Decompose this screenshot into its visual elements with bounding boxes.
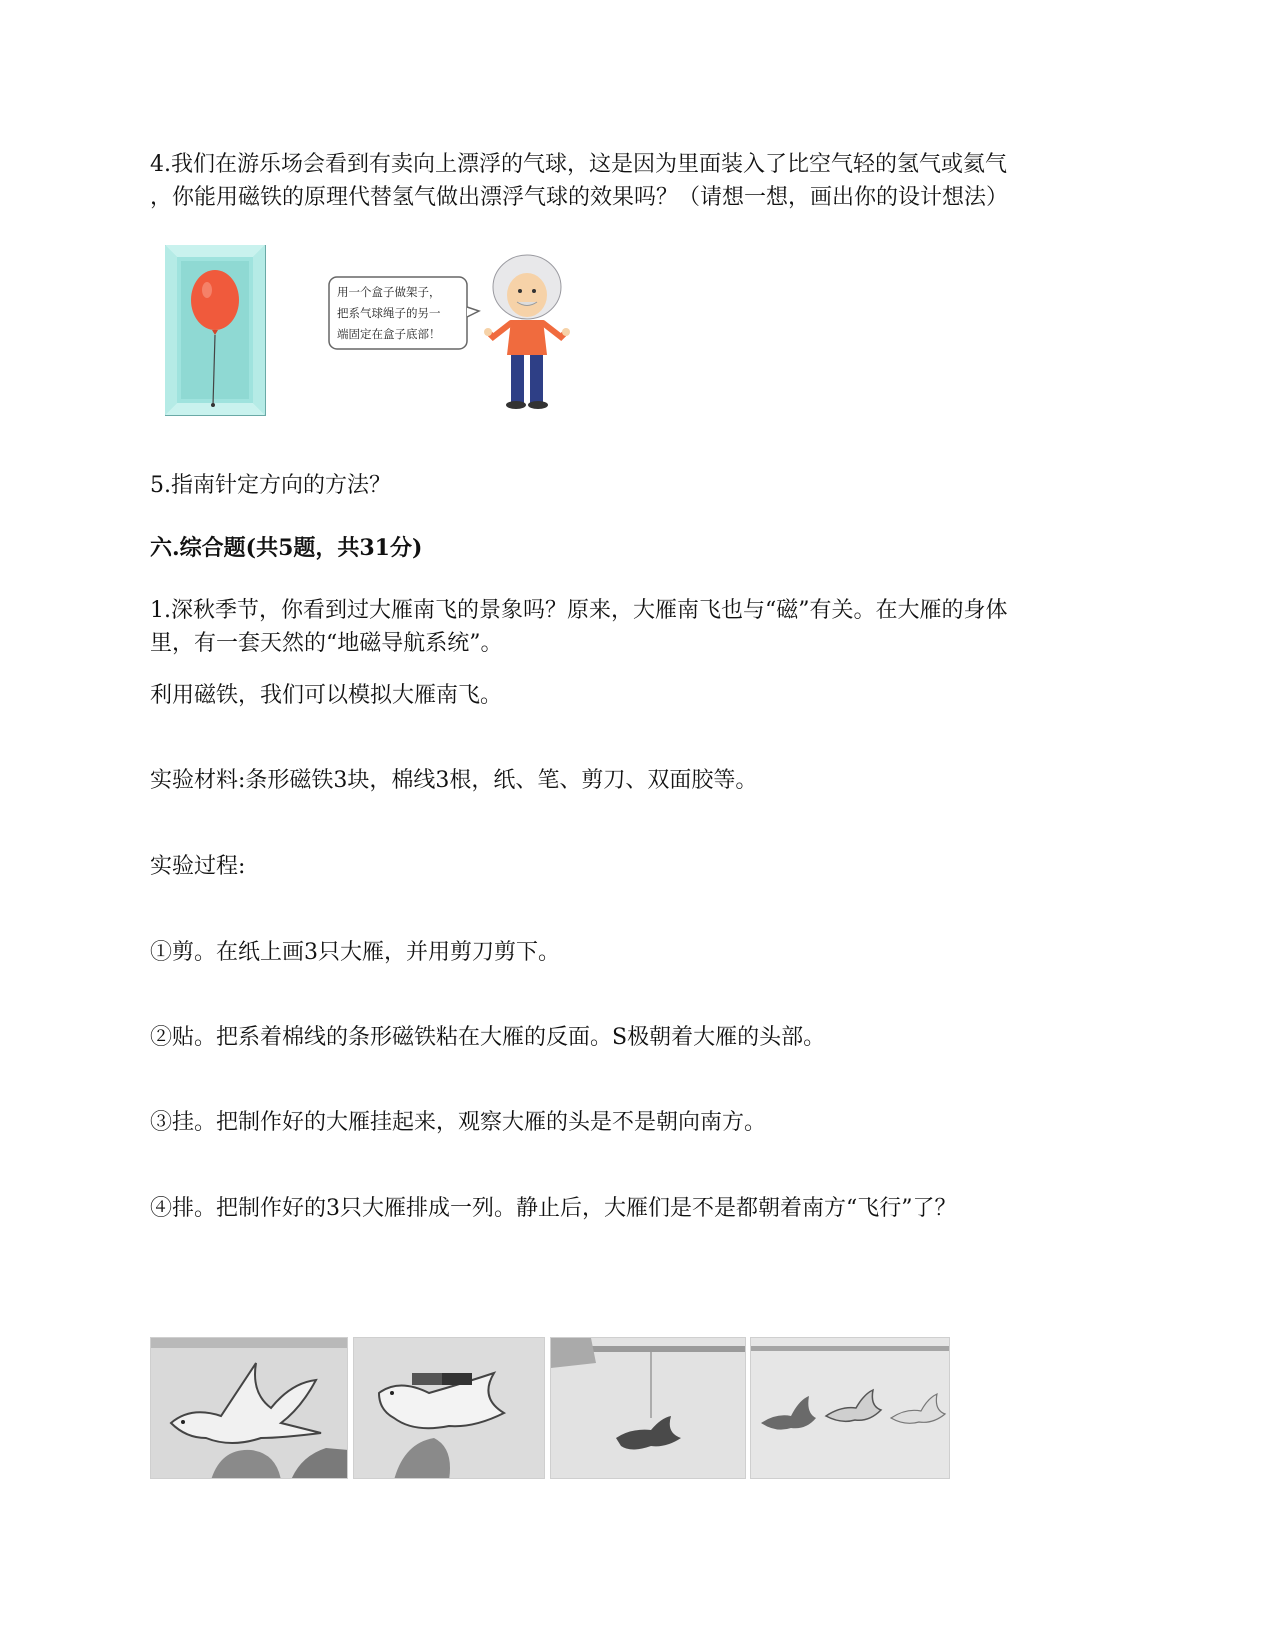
c1-process-label: 实验过程: [150,854,246,879]
experiment-photo-strip [150,1337,960,1479]
speech-bubble [329,277,479,349]
speech-line-2: 把系气球绳子的另一 [337,306,441,320]
photo-geese-row [750,1337,950,1479]
speech-line-1: 用一个盒子做架子， [337,285,441,299]
cartoon-scientist-icon [484,255,570,409]
balloon-box-illustration [165,245,585,420]
box-frame-illustration [165,245,265,415]
red-balloon-icon [191,270,239,330]
speech-line-3: 端固定在盒子底部！ [337,327,441,341]
c1-step-2: ②贴。把系着棉线的条形磁铁粘在大雁的反面。S极朝着大雁的头部。 [150,1025,826,1050]
c1-line-1: 1.深秋季节，你看到过大雁南飞的景象吗？原来，大雁南飞也与“磁”有关。在大雁的身体 [150,598,1008,623]
q4-line-2: ，你能用磁铁的原理代替氢气做出漂浮气球的效果吗？（请想一想，画出你的设计想法） [150,185,1009,210]
c1-step-3: ③挂。把制作好的大雁挂起来，观察大雁的头是不是朝向南方。 [150,1110,767,1135]
photo-hang-goose [550,1337,746,1479]
c1-line-2: 里，有一套天然的“地磁导航系统”。 [150,631,503,656]
c1-line-3: 利用磁铁，我们可以模拟大雁南飞。 [150,683,503,708]
c1-step-1: ①剪。在纸上画3只大雁，并用剪刀剪下。 [150,940,560,965]
c1-step-4: ④排。把制作好的3只大雁排成一列。静止后，大雁们是不是都朝着南方“飞行”了？ [150,1196,957,1221]
q5-text: 5.指南针定方向的方法？ [150,473,391,498]
section-6-title: 六.综合题(共5题，共31分) [150,535,423,561]
q4-line-1: 4.我们在游乐场会看到有卖向上漂浮的气球，这是因为里面装入了比空气轻的氢气或氦气 [150,152,1007,177]
photo-cut-goose [150,1337,348,1479]
c1-materials: 实验材料:条形磁铁3块，棉线3根，纸、笔、剪刀、双面胶等。 [150,768,758,793]
photo-stick-magnet [353,1337,545,1479]
